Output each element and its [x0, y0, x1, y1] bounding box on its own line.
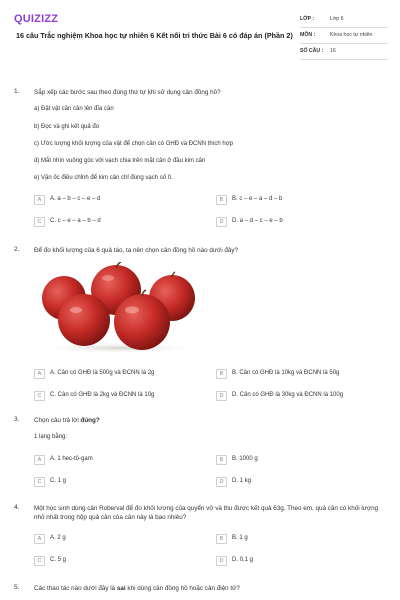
option-letter-box: C: [34, 556, 45, 566]
question-number: 2.: [14, 246, 20, 253]
question-text-bold: sai: [116, 585, 126, 592]
option-letter-box: B: [216, 534, 227, 544]
question-4: [14, 504, 388, 574]
question-text-bold: đúng?: [80, 417, 100, 424]
question-5: [14, 584, 388, 596]
apple: [58, 294, 110, 346]
statement: d) Mắt nhìn vuông góc với vạch chia trên mặt cân ở đầu kim cân: [34, 158, 206, 164]
option-d[interactable]: [216, 555, 253, 567]
question-text-part: Các thao tác nào dưới đây là: [34, 585, 117, 592]
option-text: D. 0,1 g: [232, 557, 254, 564]
option-c[interactable]: [34, 390, 154, 402]
option-text: D. a – d – c – e – b: [232, 218, 283, 225]
question-text: Một học sinh dùng cân Roberval để đo khối lượng của quyển vở và thu được kết quả 63g. Theo em, quả cân có khối lượng nhỏ nhất trong hộp quả cân của cân này là bao nhiêu?: [34, 505, 379, 522]
option-letter-box: A: [34, 534, 45, 544]
option-letter-box: B: [216, 369, 227, 379]
page-title: 16 câu Trắc nghiệm Khoa học tự nhiên 6 Kết nối tri thức Bài 6 có đáp án (Phần 2): [16, 31, 293, 40]
option-text: D. 1 kg: [232, 478, 252, 485]
option-a[interactable]: [34, 368, 154, 380]
option-c[interactable]: [34, 555, 66, 567]
option-d[interactable]: [216, 476, 251, 488]
option-letter-box: C: [34, 391, 45, 401]
question-text: Để đo khối lượng của 6 quả táo, ta nên chọn cân đồng hồ nào dưới đây?: [34, 247, 238, 254]
statement: a) Đặt vật cần cân lên đĩa cân: [34, 106, 114, 112]
meta-value: Lớp 6: [330, 16, 344, 22]
option-b[interactable]: [216, 194, 282, 206]
question-number: 5.: [14, 584, 20, 591]
option-letter-box: C: [34, 217, 45, 227]
meta-value: Khoa học tự nhiên: [330, 32, 373, 39]
option-letter-box: D: [216, 477, 227, 487]
quizizz-logo: QUIZIZZ: [14, 13, 59, 25]
question-text: [34, 584, 384, 593]
option-a[interactable]: [34, 454, 93, 466]
meta-key: SỐ CÂU :: [300, 48, 324, 55]
option-text: B. 1 g: [232, 535, 248, 542]
meta-row-question-count: [300, 44, 388, 60]
option-text: B. 1000 g: [232, 456, 258, 463]
statement: e) Vặn ốc điều chỉnh để kim cân chỉ đúng vạch số 0.: [34, 175, 173, 181]
statement: 1 lạng bằng:: [34, 434, 68, 440]
option-c[interactable]: [34, 216, 101, 228]
option-text: C. 5 g: [50, 557, 67, 564]
question-3: [14, 416, 388, 490]
option-text: D. Cân có GHĐ là 30kg và ĐCNN là 100g: [232, 392, 344, 399]
option-text: C. 1 g: [50, 478, 67, 485]
question-number: 3.: [14, 416, 20, 423]
option-letter-box: C: [34, 477, 45, 487]
question-number: 1.: [14, 88, 20, 95]
option-letter-box: B: [216, 455, 227, 465]
meta-row-subject: [300, 28, 388, 44]
apples-photo: [34, 262, 206, 354]
option-letter-box: A: [34, 369, 45, 379]
apple: [114, 294, 170, 350]
meta-row-class: [300, 12, 388, 28]
meta-panel: [300, 12, 388, 60]
option-text: A. a – b – c – e – d: [50, 196, 101, 203]
option-text: A. 2 g: [50, 535, 66, 542]
option-b[interactable]: [216, 454, 258, 466]
option-d[interactable]: [216, 390, 343, 402]
option-text: B. c – e – a – d – b: [232, 196, 283, 203]
option-letter-box: A: [34, 195, 45, 205]
option-letter-box: D: [216, 391, 227, 401]
question-text: Sắp xếp các bước sau theo đúng thứ tự khi sử dụng cân đồng hồ?: [34, 89, 221, 96]
option-text: A. 1 hec-tô-gam: [50, 456, 93, 463]
option-b[interactable]: [216, 368, 339, 380]
question-text-part: khi dùng cân đồng hồ hoặc cân điện tử?: [125, 585, 240, 592]
question-text: [34, 416, 384, 425]
statement: c) Ước lượng khối lượng của vật để chọn cân có GHĐ và ĐCNN thích hợp: [34, 141, 233, 147]
option-letter-box: D: [216, 556, 227, 566]
option-text: A. Cân có GHĐ là 500g và ĐCNN là 2g: [50, 370, 155, 377]
question-text-part: Chọn câu trả lời: [34, 417, 81, 424]
meta-key: MÔN :: [300, 32, 316, 39]
option-d[interactable]: [216, 216, 283, 228]
statement: b) Đọc và ghi kết quả đo: [34, 124, 100, 130]
meta-key: LỚP :: [300, 16, 315, 22]
option-letter-box: A: [34, 455, 45, 465]
option-letter-box: B: [216, 195, 227, 205]
option-text: C. c – e – a – b – d: [50, 218, 101, 225]
question-1: [14, 88, 388, 238]
option-a[interactable]: [34, 194, 100, 206]
option-c[interactable]: [34, 476, 66, 488]
option-a[interactable]: [34, 533, 66, 545]
option-text: C. Cân có GHĐ là 2kg và ĐCNN là 10g: [50, 392, 155, 399]
option-text: B. Cân có GHĐ là 10kg và ĐCNN là 50g: [232, 370, 340, 377]
option-b[interactable]: [216, 533, 248, 545]
question-number: 4.: [14, 504, 20, 511]
option-letter-box: D: [216, 217, 227, 227]
meta-value: 16: [330, 48, 336, 55]
